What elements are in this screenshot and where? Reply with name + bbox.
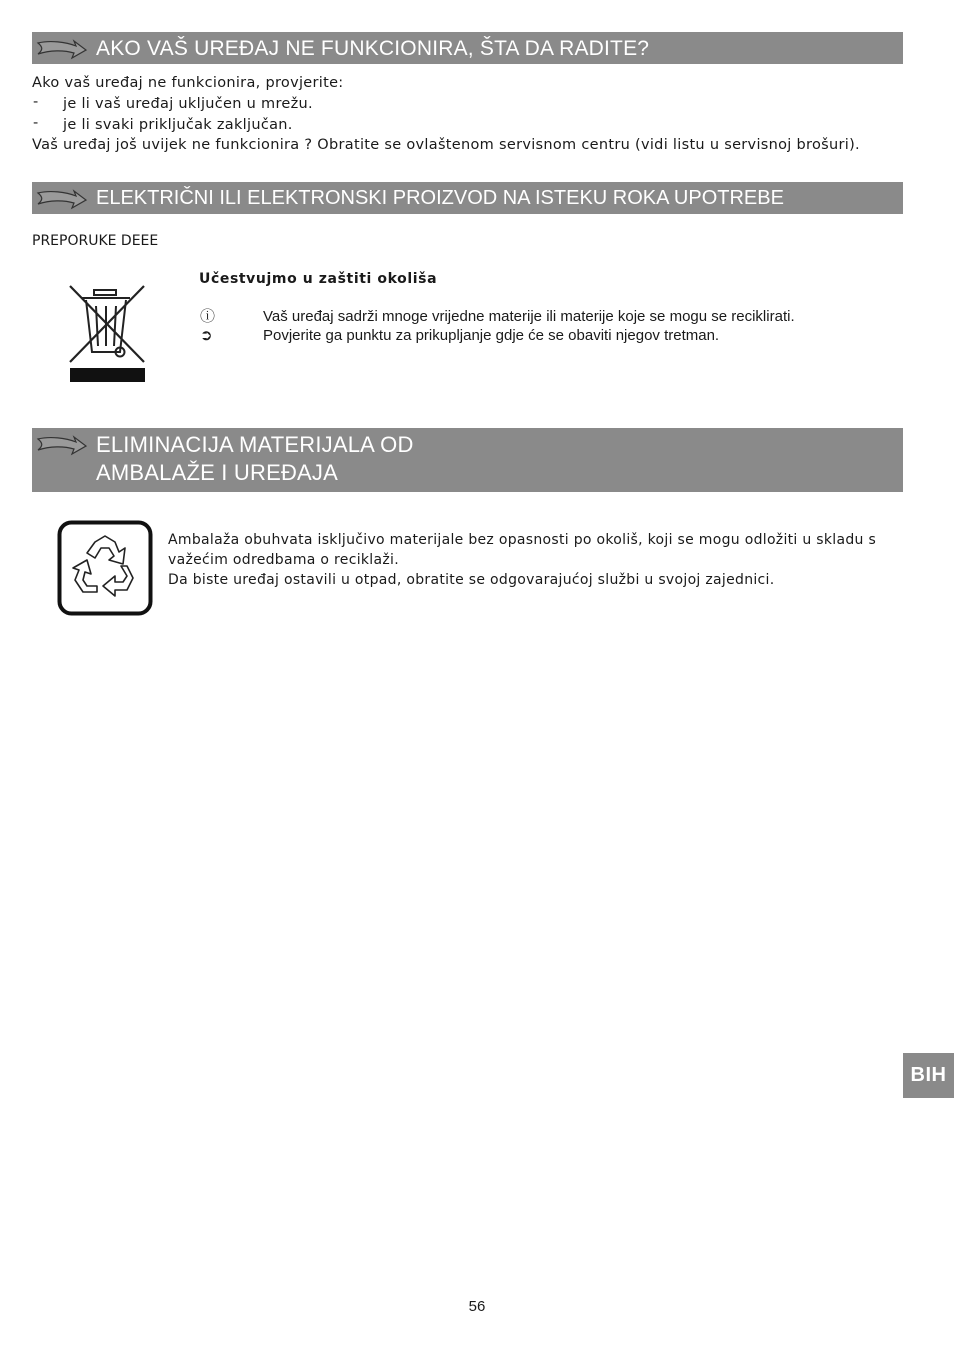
section-title-line1: ELIMINACIJA MATERIJALA OD [96,432,414,457]
list-bullet: - [33,115,39,131]
arrow-icon [36,38,88,60]
recycle-icon [57,520,153,616]
list-bullet: - [33,94,39,110]
section-title: ELEKTRIČNI ILI ELEKTRONSKI PROIZVOD NA ISTEKU ROKA UPOTREBE [96,187,784,209]
crossed-bin-icon [66,284,148,382]
list-item: je li svaki priključak zaključan. [63,117,293,133]
service-text: Vaš uređaj još uvijek ne funkcionira ? Obratite se ovlaštenom servisnom centru (vidi listu u servisnoj brošuri). [32,137,860,153]
note-text: Vaš uređaj sadrži mnoge vrijedne materije ili materije koje se mogu se reciklirati. [263,308,795,325]
section-header-weee [32,182,903,214]
protect-title: Učestvujmo u zaštiti okoliša [199,271,438,287]
arrow-bullet-icon: ➲ [200,327,213,344]
packaging-text: Ambalaža obuhvata isključivo materijale bez opasnosti po okoliš, koji se mogu odložiti u skladu s [168,532,877,548]
packaging-text: Da biste uređaj ostavili u otpad, obratite se odgovarajućoj službi u svojoj zajednici. [168,572,775,588]
page-number: 56 [468,1298,486,1315]
language-tab: BIH [903,1053,954,1098]
arrow-icon [36,188,88,210]
section-title: AKO VAŠ UREĐAJ NE FUNKCIONIRA, ŠTA DA RADITE? [96,37,650,60]
section-header-packaging [32,428,903,492]
packaging-text: važećim odredbama o reciklaži. [168,552,399,568]
subheading: PREPORUKE DEEE [32,233,159,249]
intro-text: Ako vaš uređaj ne funkcionira, provjerite: [32,75,344,91]
list-item: je li vaš uređaj uključen u mrežu. [63,96,313,112]
section-title-line2: AMBALAŽE I UREĐAJA [96,460,338,485]
note-text: Povjerite ga punktu za prikupljanje gdje će se obaviti njegov tretman. [263,327,720,344]
section-header-troubleshooting [32,32,903,64]
info-icon: ⓘ [200,308,216,325]
arrow-icon [36,434,88,456]
